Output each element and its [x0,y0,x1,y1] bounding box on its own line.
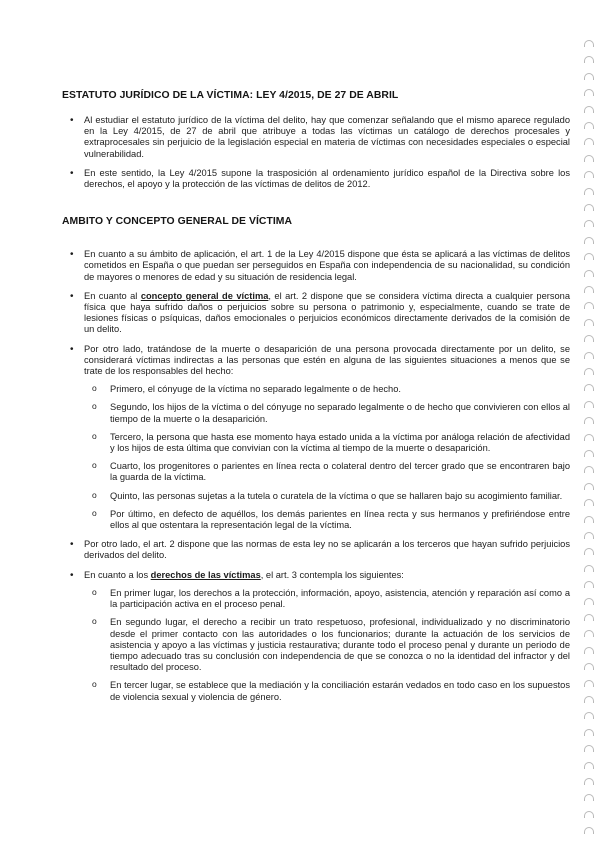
binder-ring [584,138,594,145]
sub-list-item: o Segundo, los hijos de la víctima o del cónyuge no separado legalmente o de hecho que convivieren con ellos al tiempo de la muerte o la desaparición. [84,402,570,424]
sub-list-item: o En tercer lugar, se establece que la mediación y la conciliación estarán vedados en todo caso en los supuestos de violencia sexual y violencia de género. [84,680,570,702]
binder-ring [584,302,594,309]
binder-ring [584,729,594,736]
list-item: • Al estudiar el estatuto jurídico de la víctima del delito, hay que comenzar señalando que el mismo aparece regulado en la Ley 4/2015, de 27 de abril que atribuye a todas las víctimas un catálogo de derechos procesales y extraprocesales sin perjuicio de la legislación especial en materia de víctimas con necesidades especiales o especial vulnerabilidad. [62,115,570,160]
document-body [62,86,570,703]
text-run: , el art. 3 contempla los siguientes: [260,569,404,580]
binder-ring [584,401,594,408]
binder-ring [584,155,594,162]
binder-ring [584,384,594,391]
sub-list-item: o En primer lugar, los derechos a la protección, información, apoyo, asistencia, atención y reparación así como a la participación activa en el proceso penal. [84,588,570,610]
binder-ring [584,696,594,703]
sub-list-item: o Quinto, las personas sujetas a la tutela o curatela de la víctima o que se hallaren bajo su acogimiento familiar. [84,491,570,502]
binder-ring [584,581,594,588]
binder-ring [584,417,594,424]
sub-list-item: o Primero, el cónyuge de la víctima no separado legalmente o de hecho. [84,384,570,395]
binder-ring [584,762,594,769]
section-title-ambito: AMBITO Y CONCEPTO GENERAL DE VÍCTIMA [62,216,293,228]
binder-ring [584,516,594,523]
binder-ring [584,499,594,506]
section-title-estatuto: ESTATUTO JURÍDICO DE LA VÍCTIMA: LEY 4/2015, DE 27 DE ABRIL [62,90,399,101]
binder-ring [584,778,594,785]
list-item: • En este sentido, la Ley 4/2015 supone la trasposición al ordenamiento jurídico español de la Directiva sobre los derechos, el apoyo y la protección de las víctimas de delitos de 2012. [62,168,570,190]
binder-ring [584,319,594,326]
binder-ring [584,286,594,293]
sublist-victimas-indirectas [84,384,570,531]
binder-ring [584,335,594,342]
section2-list [62,249,570,703]
term-derechos-victimas: derechos de las víctimas [150,569,261,580]
binder-ring [584,368,594,375]
binder-ring [584,270,594,277]
text-run: , el art. 2 dispone que se considera víctima directa a cualquier persona física que haya sufrido daños o perjuicios sobre su persona o patrimonio y, especialmente, cuando se trate de lesiones físicas o psíquicas, daños emocionales o perjuicios económicos directamente derivados de la comisión de un delito. [84,290,570,335]
binder-ring [584,253,594,260]
section1-list [62,115,570,190]
binder-ring [584,647,594,654]
list-item [62,570,570,703]
sub-list-item: o Tercero, la persona que hasta ese momento haya estado unida a la víctima por análoga relación de afectividad y los hijos de esta última que convivian con la víctima al tiempo de la muerte o desaparición. [84,432,570,454]
binder-ring [584,89,594,96]
binder-ring [584,663,594,670]
binder-ring [584,630,594,637]
binder-ring [584,188,594,195]
binder-ring [584,204,594,211]
sub-list-item: o En segundo lugar, el derecho a recibir un trato respetuoso, profesional, individualizado y no discriminatorio desde el primer contacto con las autoridades o los funcionarios; durante la actuación de los servicios de asistencia y apoyo a las víctimas y justicia restaurativa; durante todo el proceso penal y durante un periodo de tiempo adecuado tras su conclusión con independencia de que se conozca o no la identidad del infractor y del resultado del proceso. [84,617,570,673]
sub-list-item: o Cuarto, los progenitores o parientes en línea recta o colateral dentro del tercer grado que se encontraren bajo la guarda de la víctima. [84,461,570,483]
term-concepto-general: concepto general de víctima [140,290,269,301]
binder-ring [584,73,594,80]
binder-ring [584,40,594,47]
binder-ring [584,680,594,687]
binder-ring [584,565,594,572]
binder-ring [584,598,594,605]
binder-ring [584,483,594,490]
list-item [62,291,570,336]
binder-ring [584,434,594,441]
binder-ring [584,532,594,539]
binder-ring [584,548,594,555]
text-run: En cuanto al [84,290,141,301]
sub-list-item: o Por último, en defecto de aquéllos, los demás parientes en línea recta y sus hermanos y prefiriéndose entre ellos al que ostentara la representación legal de la víctima. [84,509,570,531]
binder-ring [584,745,594,752]
binder-ring [584,171,594,178]
sublist-derechos [84,588,570,703]
binder-ring [584,122,594,129]
text-run: Por otro lado, tratándose de la muerte o desaparición de una persona provocada directamente por un delito, se considerará víctimas indirectas a las personas que estén en alguna de las siguientes situaciones a menos que se trate de los responsables del hecho: [84,343,570,377]
binder-ring [584,106,594,113]
binder-ring [584,794,594,801]
binder-ring [584,237,594,244]
text-run: En cuanto a los [84,569,151,580]
binder-ring [584,712,594,719]
list-item [62,344,570,532]
binder-ring [584,352,594,359]
binder-ring [584,466,594,473]
binder-ring [584,450,594,457]
binder-ring [584,220,594,227]
list-item: • En cuanto a su ámbito de aplicación, el art. 1 de la Ley 4/2015 dispone que ésta se aplicará a las víctimas de delitos cometidos en España o que puedan ser perseguidos en España con independencia de su nacionalidad, su condición de mayores o menores de edad y su situación de residencia legal. [62,249,570,283]
binder-ring [584,614,594,621]
binder-ring [584,827,594,834]
binder-ring [584,56,594,63]
list-item: • Por otro lado, el art. 2 dispone que las normas de esta ley no se aplicarán a los terceros que hayan sufrido perjuicios derivados del delito. [62,539,570,561]
binder-ring [584,811,594,818]
